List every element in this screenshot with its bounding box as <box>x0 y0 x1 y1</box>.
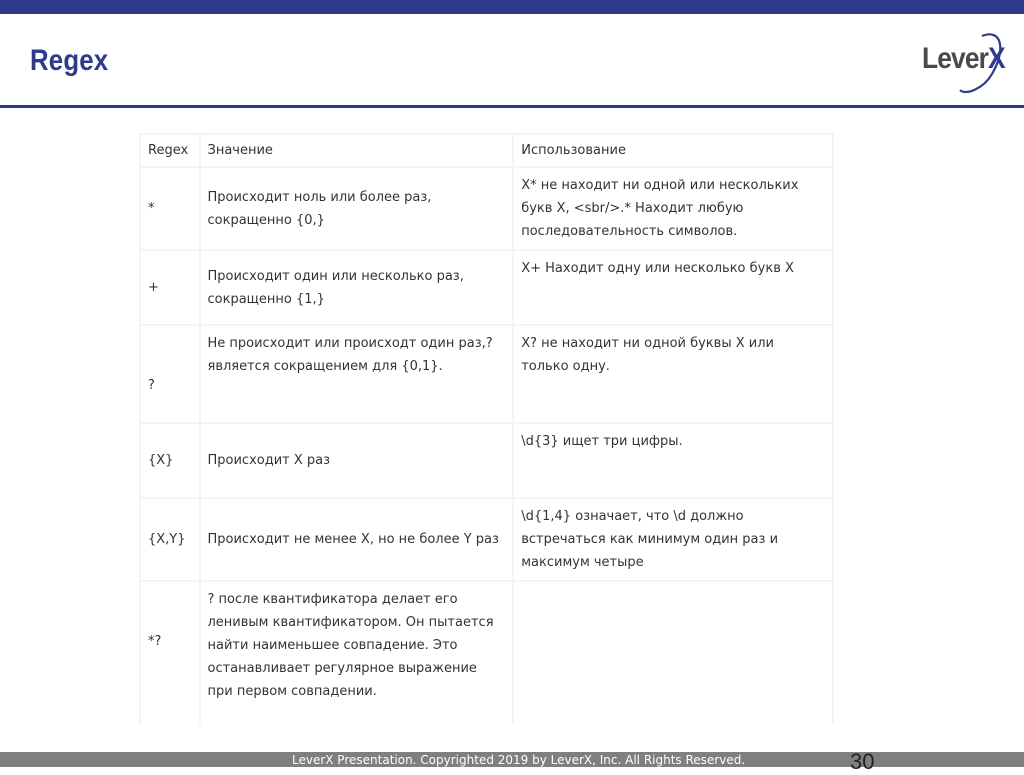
footer-copyright: LeverX Presentation. Copyrighted 2019 by LeverX, Inc. All Rights Reserved. <box>292 753 746 767</box>
cell-meaning: Не происходит или происходт один раз,? является сокращением для {0,1}. <box>201 326 513 422</box>
regex-table <box>139 133 834 748</box>
header-usage: Использование <box>514 135 832 166</box>
table-row <box>141 424 832 497</box>
cell-meaning: Происходит ноль или более раз, сокращенно {0,} <box>201 168 513 249</box>
cell-usage: \d{3} ищет три цифры. <box>514 424 832 497</box>
cell-meaning: Происходит X раз <box>201 424 513 497</box>
cell-regex: {X} <box>141 424 199 497</box>
page-number: 30 <box>850 749 875 774</box>
cell-meaning: ? после квантификатора делает его ленивым квантификатором. Он пытается найти наименьшее совпадение. Это останавливает регулярное выражение при первом совпадении. <box>201 582 513 746</box>
logo-main: Lever <box>922 42 989 75</box>
cell-regex: ? <box>141 326 199 422</box>
cell-usage: X+ Находит одну или несколько букв X <box>514 251 832 324</box>
cell-regex: * <box>141 168 199 249</box>
cell-meaning: Происходит один или несколько раз, сокращенно {1,} <box>201 251 513 324</box>
cell-usage: X* не находит ни одной или нескольких букв X, <sbr/>.* Находит любую последовательность символов. <box>514 168 832 249</box>
table-row <box>141 168 832 249</box>
header-regex: Regex <box>141 135 199 166</box>
header-meaning: Значение <box>201 135 513 166</box>
cell-meaning: Происходит не менее X, но не более Y раз <box>201 499 513 580</box>
table-header-row <box>141 135 832 166</box>
header-rule <box>0 105 1024 108</box>
cell-regex: + <box>141 251 199 324</box>
regex-table-container <box>139 133 834 725</box>
table-row <box>141 499 832 580</box>
logo-text <box>922 42 1005 76</box>
slide-title: Regex <box>30 44 109 77</box>
cell-regex: *? <box>141 582 199 746</box>
cell-usage <box>514 582 832 746</box>
cell-usage: \d{1,4} означает, что \d должно встречаться как минимум один раз и максимум четыре <box>514 499 832 580</box>
top-band <box>0 0 1024 14</box>
logo-accent: X <box>988 42 1005 75</box>
cell-usage: X? не находит ни одной буквы X или только одну. <box>514 326 832 422</box>
cell-regex: {X,Y} <box>141 499 199 580</box>
table-row <box>141 582 832 746</box>
table-row <box>141 251 832 324</box>
leverx-logo <box>920 30 1010 100</box>
table-row <box>141 326 832 422</box>
